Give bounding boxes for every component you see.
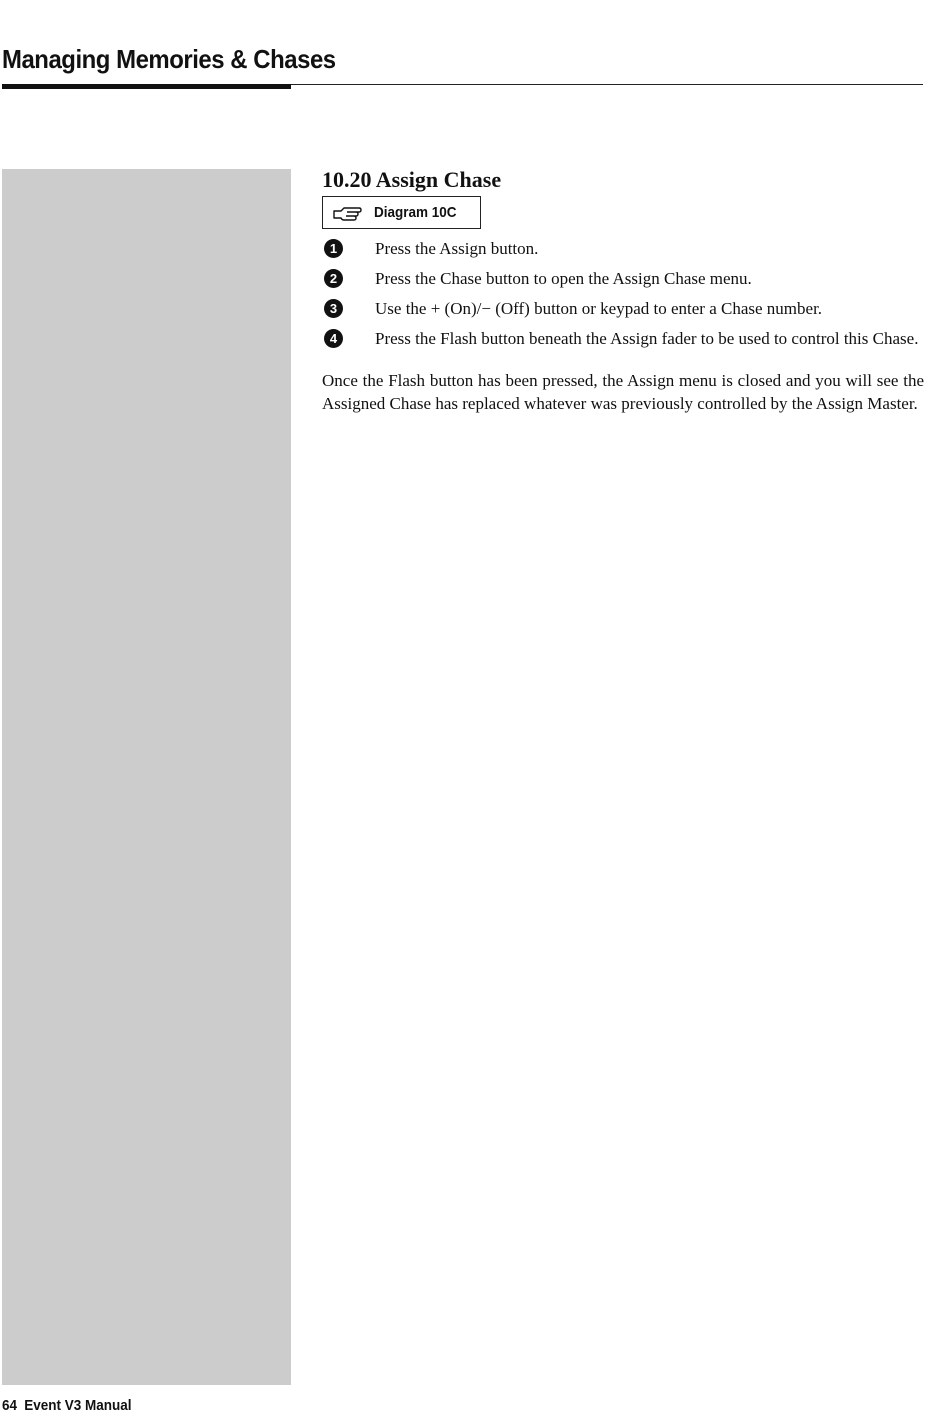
step-number-badge: 4	[324, 329, 343, 348]
header-rule-accent	[2, 84, 291, 89]
step-item	[322, 327, 924, 350]
section-title: 10.20 Assign Chase	[322, 167, 502, 192]
step-text: Press the Flash button beneath the Assign fader to be used to control this Chase.	[375, 329, 919, 348]
margin-sidebar	[2, 169, 291, 1385]
pointing-hand-icon	[332, 203, 362, 223]
step-list	[322, 237, 924, 350]
diagram-reference	[322, 196, 481, 229]
step-number-badge: 3	[324, 299, 343, 318]
step-number-badge: 2	[324, 269, 343, 288]
main-content	[322, 165, 924, 415]
step-item	[322, 297, 924, 320]
step-number-badge: 1	[324, 239, 343, 258]
body-paragraph: Once the Flash button has been pressed, the Assign menu is closed and you will see the Assigned Chase has replaced whatever was previously controlled by the Assign Master.	[322, 371, 924, 413]
page-number: 64	[2, 1397, 18, 1414]
step-text: Press the Chase button to open the Assign Chase menu.	[375, 269, 752, 288]
step-text: Press the Assign button.	[375, 239, 539, 258]
manual-title: Event V3 Manual	[24, 1397, 132, 1414]
diagram-label: Diagram 10C	[374, 204, 457, 221]
step-item	[322, 237, 924, 260]
step-item	[322, 267, 924, 290]
page-footer	[2, 1397, 132, 1414]
page-header-title: Managing Memories & Chases	[2, 44, 336, 74]
step-text: Use the + (On)/− (Off) button or keypad to enter a Chase number.	[375, 299, 823, 318]
